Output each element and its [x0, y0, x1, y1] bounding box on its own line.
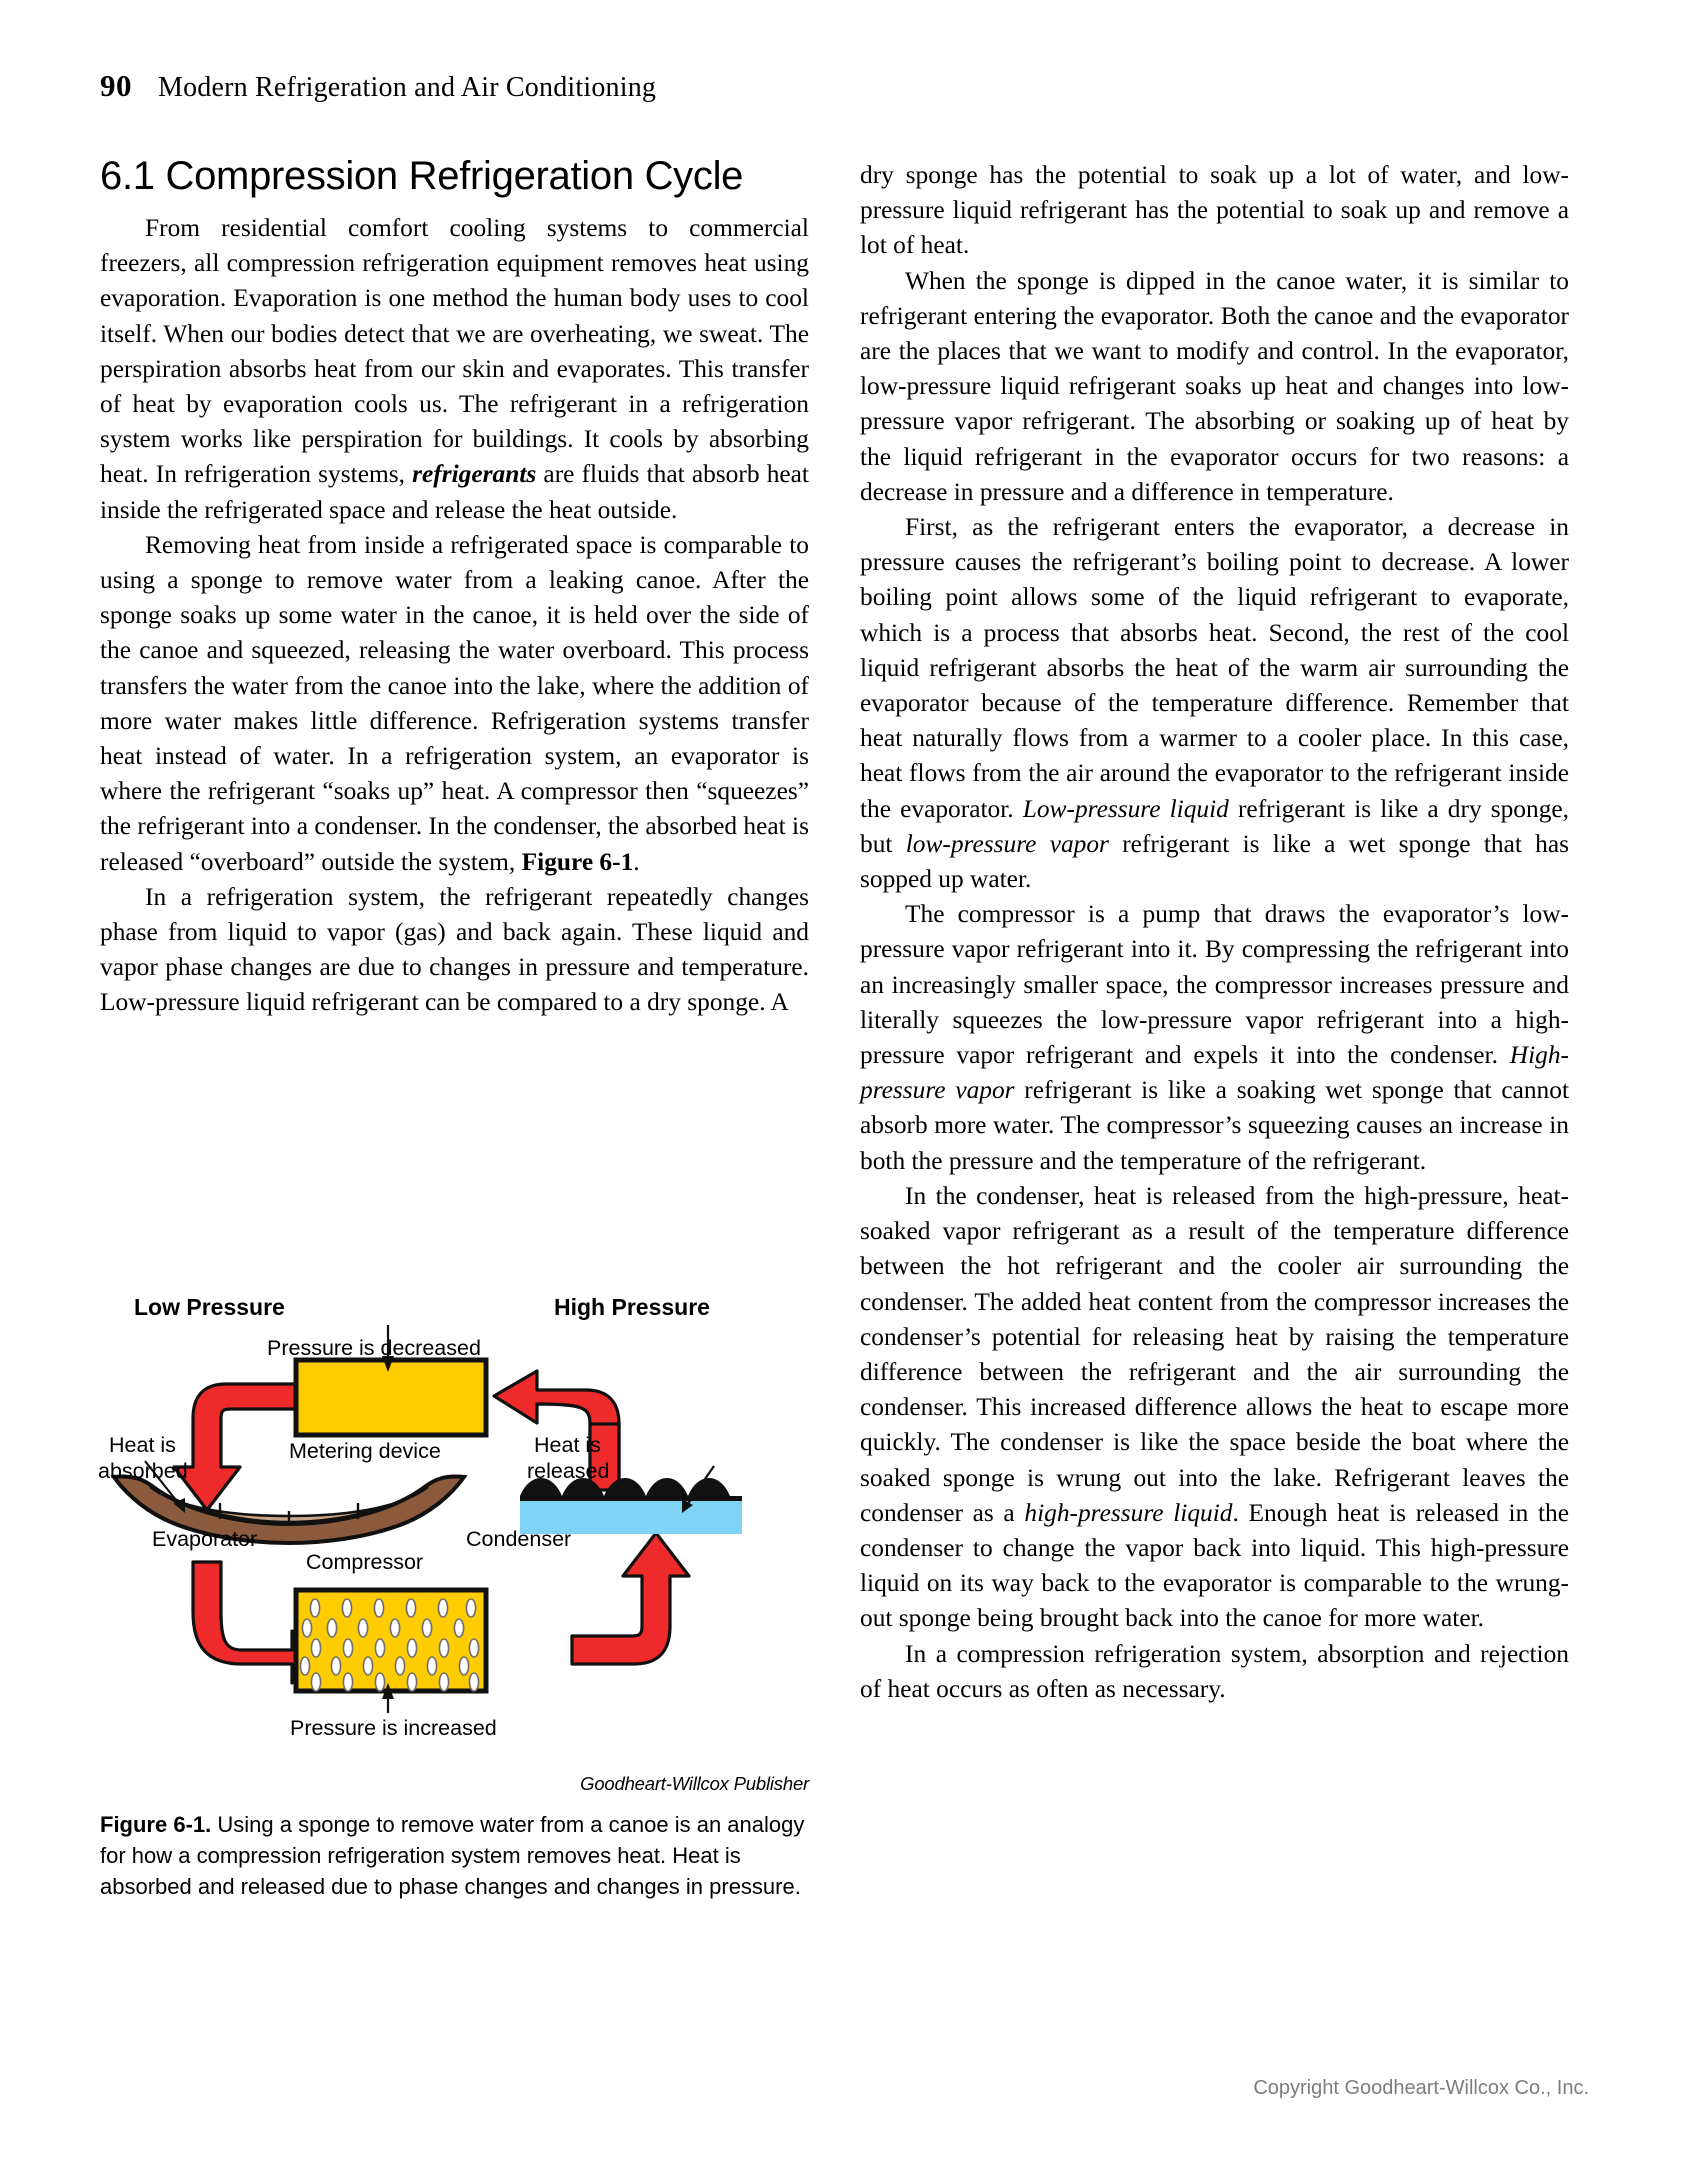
figure-caption [100, 1809, 809, 1902]
running-head [100, 68, 656, 104]
figure-artwork [100, 1272, 809, 1769]
label-low-pressure: Low Pressure [134, 1294, 285, 1320]
paragraph-canoe-analogy [100, 528, 809, 880]
key-term-low-pressure-liquid: Low-pressure liquid [1022, 794, 1229, 823]
paragraph-evaporator-detail [860, 510, 1569, 897]
paragraph-text-cont2: refrigerant is like a wet sponge that has sopped up water. [860, 829, 1570, 894]
paragraph-summary: In a compression refrigeration system, absorption and rejection of heat occurs as often as necessary. [860, 1639, 1569, 1703]
figure-caption-text: Using a sponge to remove water from a canoe is an analogy for how a compression refrigeration system removes heat. Heat is absorbed and released due to phase changes and changes in pressure. [100, 1812, 805, 1899]
figure-cross-reference: Figure 6-1 [521, 847, 634, 876]
label-heat-released-line1: Heat is [534, 1433, 601, 1457]
left-column [100, 155, 809, 1021]
paragraph-compressor-detail [860, 897, 1569, 1179]
paragraph-text-cont: refrigerant is like a soaking wet sponge that cannot absorb more water. The compressor’s squeezing causes an increase in both the pressure and the temperature of the refrigerant. [860, 1076, 1570, 1175]
label-pressure-decreased: Pressure is decreased [267, 1336, 481, 1360]
paragraph-text: First, as the refrigerant enters the evaporator, a decrease in pressure causes the refrigerant’s boiling point to decrease. A lower boiling point allows some of the liquid refrigerant to evaporate, which is a process that absorbs heat. Second, the rest of the cool liquid refrigerant absorbs the heat of the warm air surrounding the evaporator because of the temperature difference. Remember that heat naturally flows from a warmer to a cooler place. In this case, heat flows from the air around the evaporator to the refrigerant inside the evaporator. [860, 513, 1569, 823]
paragraph-text: From residential comfort cooling systems to commercial freezers, all compression refrigeration equipment removes heat using evaporation. Evaporation is one method the human body uses to cool itself. When our bodies detect that we are overheating, we sweat. The perspiration absorbs heat from our skin and evaporates. This transfer of heat by evaporation cools us. The refrigerant in a refrigeration system works like perspiration for buildings. It cools by absorbing heat. In refrigeration systems, [100, 214, 809, 489]
paragraph-intro [100, 211, 809, 528]
figure-credit: Goodheart-Willcox Publisher [580, 1773, 809, 1794]
key-term-refrigerants: refrigerants [412, 460, 537, 489]
paragraph-sponge-dipped: When the sponge is dipped in the canoe water, it is similar to refrigerant entering the evaporator. Both the canoe and the evaporator are the places that we want to modify and control. In the evaporator, low-pressure liquid refrigerant soaks up heat and changes into low-pressure vapor refrigerant. The absorbing or soaking up of heat by the liquid refrigerant in the evaporator occurs for two reasons: a decrease in pressure and a difference in temperature. [860, 266, 1569, 506]
right-column [860, 158, 1569, 1707]
label-compressor: Compressor [306, 1550, 424, 1574]
paragraph-text-cont: are fluids that absorb heat inside the refrigerated space and release the heat outside. [100, 460, 809, 524]
figure-6-1 [100, 1272, 809, 1902]
page-number: 90 [100, 68, 132, 103]
paragraph-sponge-potential: dry sponge has the potential to soak up a lot of water, and low-pressure liquid refrigerant has the potential to soak up and remove a lot of heat. [860, 161, 1569, 260]
paragraph-phase-change: In a refrigeration system, the refrigerant repeatedly changes phase from liquid to vapor (gas) and back again. These liquid and vapor phase changes are due to changes in pressure and temperature. Low-pressure liquid refrigerant can be compared to a dry sponge. A [100, 882, 809, 1017]
paragraph-text-cont: . Enough heat is released in the condenser to change the vapor back into liquid. This high-pressure liquid on its way back to the evaporator is comparable to the wrung-out sponge being brought back into the canoe for more water. [860, 1498, 1570, 1633]
arrow-metering-to-evaporator [174, 1384, 296, 1510]
paragraph-text: Removing heat from inside a refrigerated space is comparable to using a sponge to remove water from a leaking canoe. After the sponge soaks up some water in the canoe, it is held over the side of the canoe and squeezed, releasing the water overboard. This process transfers the water from the canoe into the lake, where the addition of more water makes little difference. Refrigeration systems transfer heat instead of water. In a refrigeration system, an evaporator is where the refrigerant “soaks up” heat. A compressor then “squeezes” the refrigerant into a condenser. In the condenser, the absorbed heat is released “overboard” outside the system, [100, 530, 809, 876]
compressor-sponge-shape [296, 1590, 486, 1691]
label-pressure-increased: Pressure is increased [290, 1716, 497, 1740]
label-condenser: Condenser [466, 1527, 572, 1551]
label-heat-absorbed-line2: absorbed [98, 1459, 188, 1483]
paragraph-text-cont: refrigerant is like a dry sponge, but [860, 794, 1570, 858]
paragraph-text: The compressor is a pump that draws the evaporator’s low-pressure vapor refrigerant into it. By compressing the refrigerant into an increasingly smaller space, the compressor increases pressure and literally squeezes the low-pressure vapor refrigerant into a high-pressure vapor refrigerant and expels it into the condenser. [860, 900, 1569, 1070]
key-term-low-pressure-vapor: low-pressure vapor [905, 829, 1109, 858]
figure-caption-label: Figure 6-1. [100, 1812, 212, 1837]
paragraph-text-cont: . [633, 847, 640, 876]
key-term-high-pressure-liquid: high-pressure liquid [1024, 1498, 1233, 1527]
key-term-high-pressure-vapor: High-pressure vapor [860, 1041, 1569, 1105]
section-heading: 6.1 Compression Refrigeration Cycle [100, 154, 744, 198]
label-metering-device: Metering device [289, 1439, 441, 1463]
label-evaporator: Evaporator [152, 1527, 258, 1551]
arrow-compressor-to-condenser [572, 1533, 689, 1664]
label-heat-absorbed-line1: Heat is [109, 1433, 176, 1457]
label-heat-released-line2: released [527, 1459, 610, 1483]
label-high-pressure: High Pressure [554, 1294, 710, 1320]
book-title: Modern Refrigeration and Air Conditioning [158, 72, 657, 103]
metering-device-shape [296, 1360, 486, 1435]
paragraph-text: In the condenser, heat is released from the high-pressure, heat-soaked vapor refrigerant as a result of the temperature difference between the hot refrigerant and the cooler air surrounding the condenser. The added heat content from the compressor increases the condenser’s potential for releasing heat by raising the temperature difference between the refrigerant and the air surrounding the condenser. This increased difference allows the heat to escape more quickly. The condenser is like the space beside the boat where the soaked sponge is wrung out into the lake. Refrigerant leaves the condenser as a [860, 1181, 1569, 1527]
paragraph-condenser-detail [860, 1179, 1569, 1637]
copyright-footer: Copyright Goodheart-Willcox Co., Inc. [1253, 2077, 1589, 2099]
